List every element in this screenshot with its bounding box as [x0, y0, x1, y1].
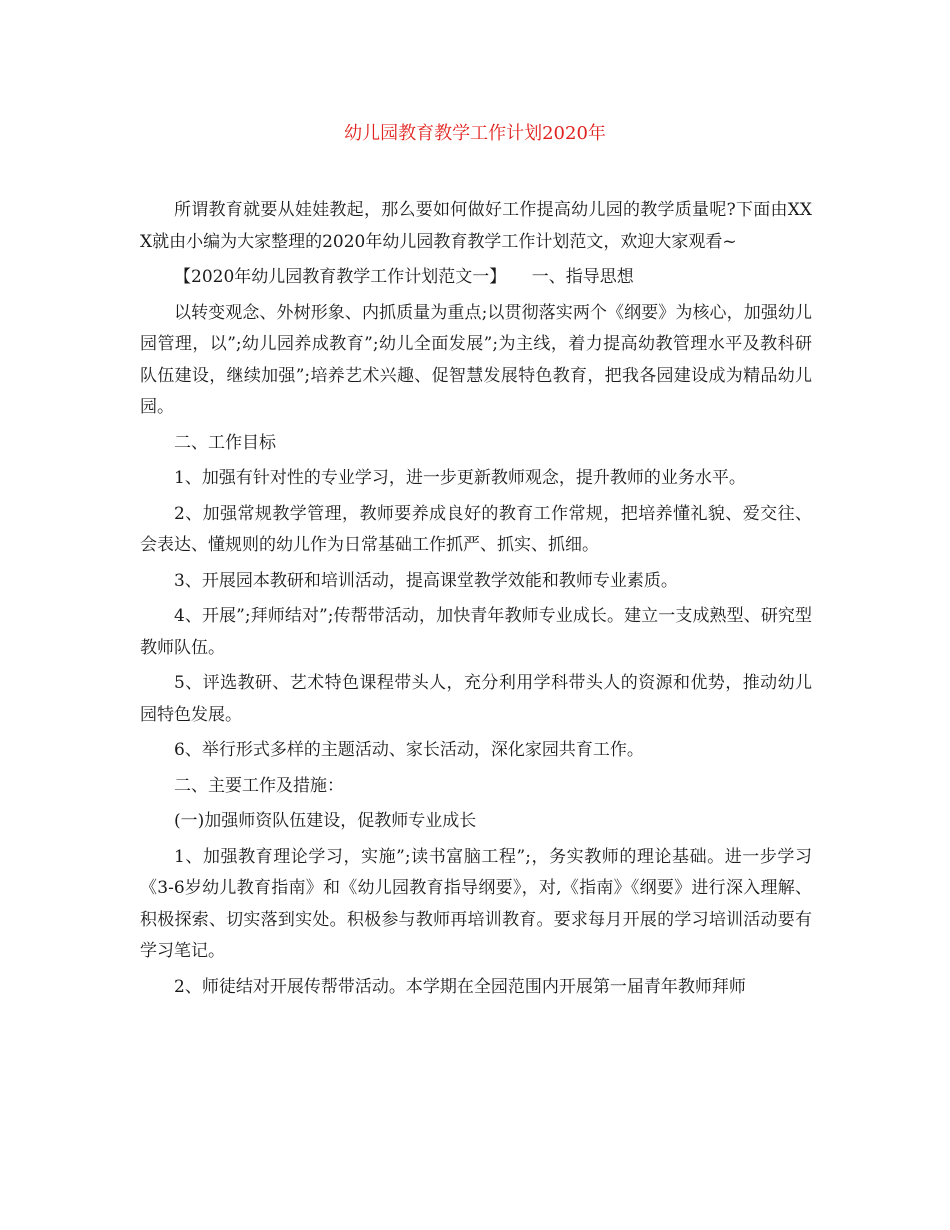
document-title: 幼儿园教育教学工作计划2020年 [344, 123, 606, 144]
paragraph-goal-2: 2、加强常规教学管理，教师要养成良好的教育工作常规，把培养懂礼貌、爱交往、会表达、懂规则的幼儿作为日常基础工作抓严、抓实、抓细。 [140, 503, 812, 555]
paragraph-goal-5: 5、评选教研、艺术特色课程带头人，充分利用学科带头人的资源和优势，推动幼儿园特色发展。 [140, 673, 812, 725]
paragraph-intro: 所谓教育就要从娃娃教起，那么要如何做好工作提高幼儿园的教学质量呢?下面由XXX就由小编为大家整理的2020年幼儿园教育教学工作计划范文，欢迎大家观看~ [140, 200, 812, 252]
paragraph-goal-4: 4、开展”;拜师结对”;传帮带活动，加快青年教师专业成长。建立一支成熟型、研究型教师队伍。 [140, 606, 812, 658]
document-body [140, 195, 812, 1007]
heading-work-goals: 二、工作目标 [174, 432, 276, 453]
paragraph-measure-2: 2、师徒结对开展传帮带活动。本学期在全园范围内开展第一届青年教师拜师 [174, 976, 746, 997]
paragraph-goal-3: 3、开展园本教研和培训活动，提高课堂教学效能和教师专业素质。 [174, 570, 678, 591]
paragraph-goal-6: 6、举行形式多样的主题活动、家长活动，深化家园共育工作。 [174, 740, 644, 760]
paragraph-measure-1: 1、加强教育理论学习，实施”;读书富脑工程”;，务实教师的理论基础。进一步学习《3-6岁幼儿教育指南》和《幼儿园教育指导纲要》，对,《指南》《纲要》进行深入理解、积极探索、切实落到实处。积极参与教师再培训教育。要求每月开展的学习培训活动要有学习笔记。 [140, 846, 812, 961]
paragraph-goal-1: 1、加强有针对性的专业学习，进一步更新教师观念，提升教师的业务水平。 [174, 468, 746, 488]
paragraph-section-header: 【2020年幼儿园教育教学工作计划范文一】 一、指导思想 [174, 267, 634, 287]
heading-main-work: 二、主要工作及措施： [174, 775, 344, 796]
heading-teacher-team: (一)加强师资队伍建设，促教师专业成长 [174, 811, 477, 831]
paragraph-guiding-thought: 以转变观念、外树形象、内抓质量为重点;以贯彻落实两个《纲要》为核心，加强幼儿园管理，以”;幼儿园养成教育”;幼儿全面发展”;为主线，着力提高幼教管理水平及教科研队伍建设，继续加强”;培养艺术兴趣、促智慧发展特色教育，把我各园建设成为精品幼儿园。 [140, 302, 812, 417]
